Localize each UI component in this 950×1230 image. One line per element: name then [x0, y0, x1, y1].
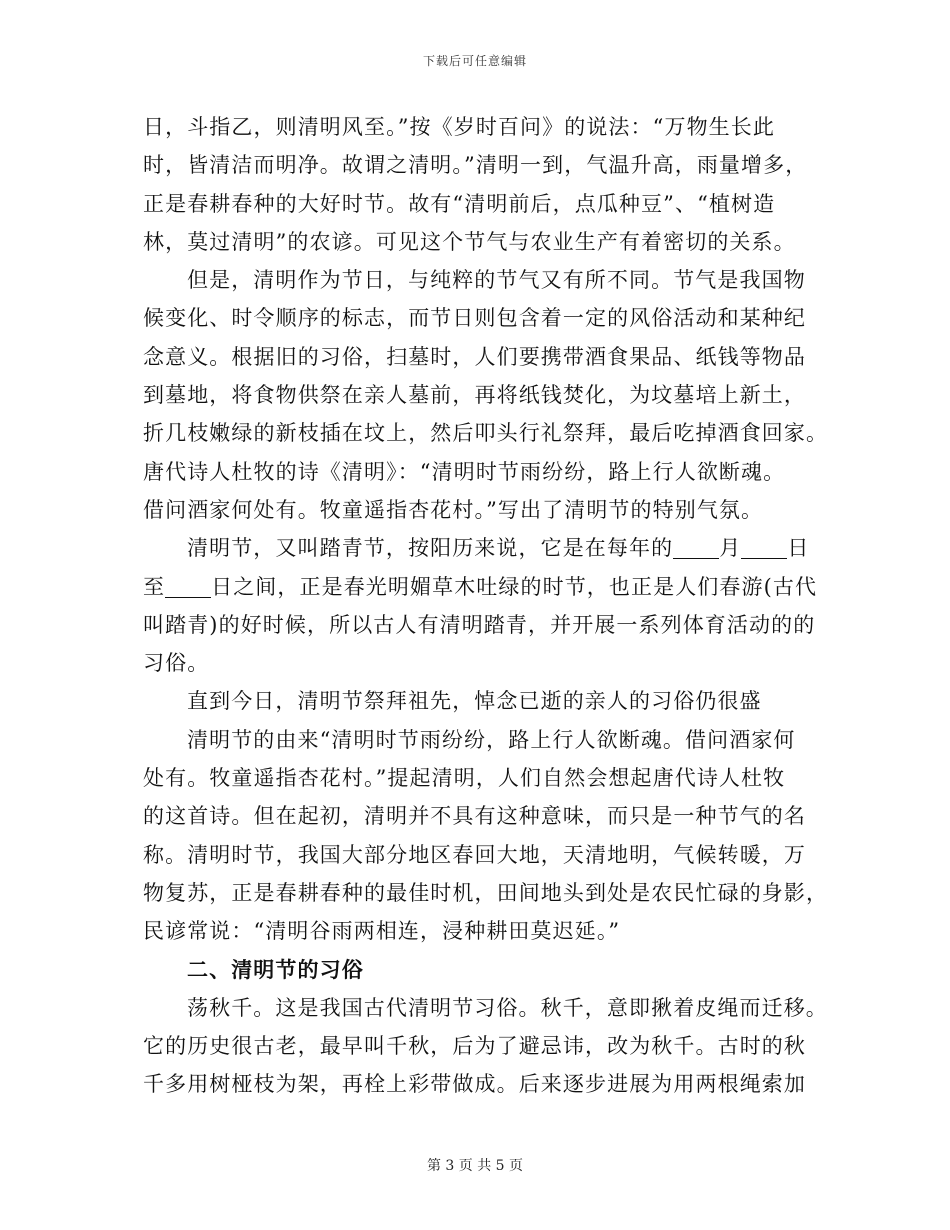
text-line	[143, 376, 811, 414]
line-text: 唐代诗人杜牧的诗《清明》：“清明时节雨纷纷，路上行人欲断魂。	[143, 459, 786, 484]
text-line	[143, 453, 811, 491]
line-text: 日	[787, 536, 810, 561]
line-text: 习俗。	[143, 651, 210, 676]
fill-in-blank	[673, 536, 719, 559]
text-line	[143, 414, 829, 452]
text-line	[143, 1027, 811, 1065]
text-line	[143, 606, 816, 644]
text-line	[143, 874, 829, 912]
line-text: 民谚常说：“清明谷雨两相连，浸种耕田莫迟延。”	[143, 919, 621, 944]
text-line	[143, 491, 811, 529]
line-text: 至	[143, 574, 166, 599]
section-heading	[143, 951, 811, 989]
text-line	[143, 568, 818, 606]
text-line	[143, 759, 811, 797]
line-text: 荡秋千。这是我国古代清明节习俗。秋千，意即揪着皮绳而迁移。	[187, 995, 828, 1020]
line-text: 称。清明时节，我国大部分地区春回大地，天清地明，气候转暖，万	[143, 842, 806, 867]
line-text: 借问酒家何处有。牧童遥指杏花村。”写出了清明节的特别气氛。	[143, 497, 764, 522]
line-text: 时，皆清洁而明净。故谓之清明。”清明一到，气温升高，雨量增多，	[143, 153, 808, 178]
text-line	[143, 836, 811, 874]
line-text: 千多用树桠枝为架，再栓上彩带做成。后来逐步进展为用两根绳索加	[143, 1072, 806, 1097]
line-text: 但是，清明作为节日，与纯粹的节气又有所不同。节气是我国物	[187, 268, 806, 293]
line-text: 正是春耕春种的大好时节。故有“清明前后，点瓜种豆”、“植树造	[143, 191, 776, 216]
line-text: 林，莫过清明”的农谚。可见这个节气与农业生产有着密切的关系。	[143, 229, 796, 254]
line-text: 日之间，正是春光明媚草木吐绿的时节，也正是人们春游(古代	[211, 574, 818, 599]
text-line	[143, 912, 811, 950]
line-text: 物复苏，正是春耕春种的最佳时机，田间地头到处是农民忙碌的身影，	[143, 880, 829, 905]
fill-in-blank	[741, 536, 787, 559]
line-text: 叫踏青)的好时候，所以古人有清明踏青，并开展一系列体育活动的的	[143, 612, 816, 637]
page-header: 下载后可任意编辑	[422, 54, 527, 68]
text-line	[143, 338, 811, 376]
text-line	[143, 146, 811, 184]
fill-in-blank	[165, 575, 211, 598]
text-line	[143, 261, 811, 299]
line-text: 处有。牧童遥指杏花村。”提起清明，人们自然会想起唐代诗人杜牧	[143, 766, 786, 791]
line-text: 清明节的由来“清明时节雨纷纷，路上行人欲断魂。借问酒家何	[187, 727, 796, 752]
page-footer: 第 3 页 共 5 页	[426, 1158, 524, 1174]
line-text: 日，斗指乙，则清明风至。”按《岁时百问》的说法：“万物生长此	[143, 115, 775, 139]
line-text: 念意义。根据旧的习俗，扫墓时，人们要携带酒食果品、纸钱等物品	[143, 344, 806, 369]
line-text: 到墓地，将食物供祭在亲人墓前，再将纸钱焚化，为坟墓培上新土，	[143, 383, 806, 408]
text-line	[143, 529, 811, 567]
line-text: 候变化、时令顺序的标志，而节日则包含着一定的风俗活动和某种纪	[143, 306, 806, 331]
text-line	[143, 721, 811, 759]
text-line	[143, 223, 811, 261]
text-line	[143, 797, 811, 835]
line-text: 清明节，又叫踏青节，按阳历来说，它是在每年的	[187, 536, 674, 561]
text-line	[143, 185, 811, 223]
line-text: 折几枝嫩绿的新枝插在坟上，然后叩头行礼祭拜，最后吃掉酒食回家。	[143, 421, 829, 446]
line-text: 月	[719, 536, 742, 561]
text-line	[143, 108, 811, 146]
line-text: 它的历史很古老，最早叫千秋，后为了避忌讳，改为秋千。古时的秋	[143, 1034, 806, 1059]
text-line	[143, 682, 811, 720]
text-line	[143, 299, 811, 337]
body-text	[143, 108, 829, 1104]
line-text: 直到今日，清明节祭拜祖先，悼念已逝的亲人的习俗仍很盛	[187, 689, 762, 714]
text-line	[143, 1065, 811, 1103]
text-line	[143, 989, 828, 1027]
line-text: 的这首诗。但在起初，清明并不具有这种意味，而只是一种节气的名	[143, 804, 806, 829]
text-line	[143, 644, 811, 682]
line-text: 二、清明节的习俗	[187, 956, 364, 982]
